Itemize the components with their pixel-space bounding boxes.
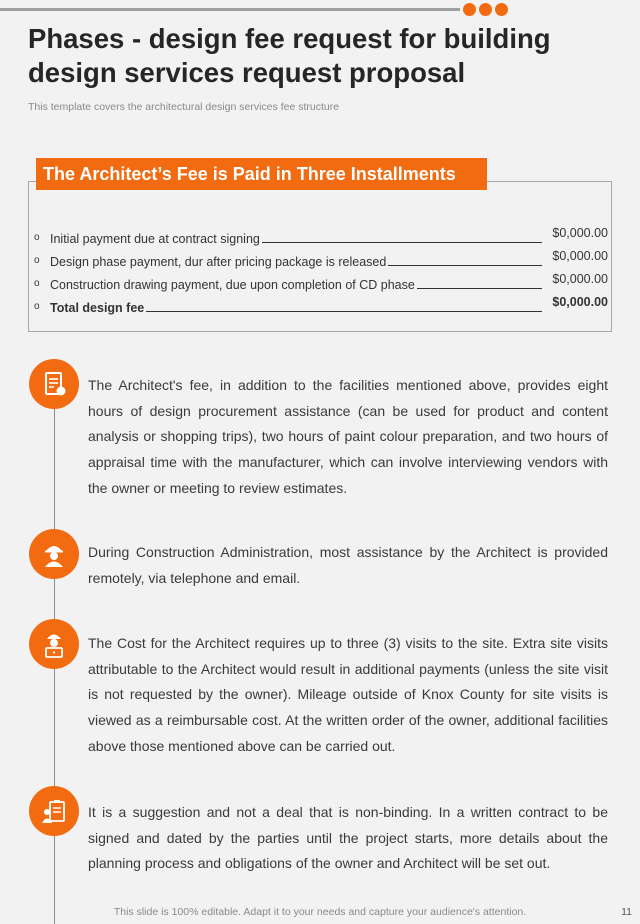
fee-label: Design phase payment, dur after pricing package is released (50, 255, 387, 269)
fee-label: Construction drawing payment, due upon completion of CD phase (50, 278, 415, 292)
fee-amount: $0,000.00 (552, 249, 608, 263)
top-rule (0, 8, 460, 11)
decor-dot-2 (479, 3, 492, 16)
fee-leader-line (388, 265, 542, 266)
bullet-icon: o (34, 255, 40, 266)
bullet-icon: o (34, 278, 40, 289)
fee-row (34, 272, 608, 292)
fee-leader-line (262, 242, 542, 243)
timeline-item-3-icon (29, 619, 79, 669)
fee-label: Total design fee (50, 301, 145, 315)
decor-dot-1 (463, 3, 476, 16)
decor-dot-3 (495, 3, 508, 16)
fee-amount: $0,000.00 (552, 295, 608, 309)
page-title: Phases - design fee request for building design services request proposal (28, 23, 551, 88)
fee-amount: $0,000.00 (552, 272, 608, 286)
fee-leader-line (417, 288, 542, 289)
bullet-icon: o (34, 301, 40, 312)
page-subtitle: This template covers the architectural design services fee structure (28, 101, 340, 113)
fee-leader-line (146, 311, 542, 312)
footer-note: This slide is 100% editable. Adapt it to your needs and capture your audience's attention. (113, 906, 527, 918)
document-icon (39, 369, 69, 399)
timeline-text: The Cost for the Architect requires up to three (3) visits to the site. Extra site visits attributable to the Architect would result in additional payments (unless the site visit is not requested by the owner). Mileage outside of Knox County for site visits is viewed as a reimbursable cost. At the written order of the owner, additional facilities above those mentioned above can be carried out. (88, 635, 608, 754)
worker-laptop-icon (39, 629, 69, 659)
fee-row (34, 249, 608, 269)
fee-row (34, 226, 608, 246)
timeline-item-1-icon (29, 359, 79, 409)
fee-amount: $0,000.00 (552, 226, 608, 240)
fee-banner: The Architect’s Fee is Paid in Three Installments (36, 158, 487, 190)
clipboard-person-icon (39, 796, 69, 826)
timeline-item-2-icon (29, 529, 79, 579)
engineer-icon (39, 539, 69, 569)
timeline-item-4-icon (29, 786, 79, 836)
fee-row-total (34, 295, 608, 315)
timeline-text: The Architect's fee, in addition to the facilities mentioned above, provides eight hours of design procurement assistance (can be used for product and content analysis or shopping trips), two hours of paint colour preparation, and two hours of appraisal time with the manufacturer, which can involve interviewing vendors with the owner or meeting to review estimates. (88, 377, 608, 496)
bullet-icon: o (34, 232, 40, 243)
page-number: 11 (621, 906, 632, 918)
fee-label: Initial payment due at contract signing (50, 232, 260, 246)
timeline-text: It is a suggestion and not a deal that is non-binding. In a written contract to be signed and dated by the parties until the project starts, more details about the planning process and obligations of the owner and Architect will be set out. (88, 804, 608, 872)
timeline-text: During Construction Administration, most assistance by the Architect is provided remotely, via telephone and email. (88, 544, 608, 586)
